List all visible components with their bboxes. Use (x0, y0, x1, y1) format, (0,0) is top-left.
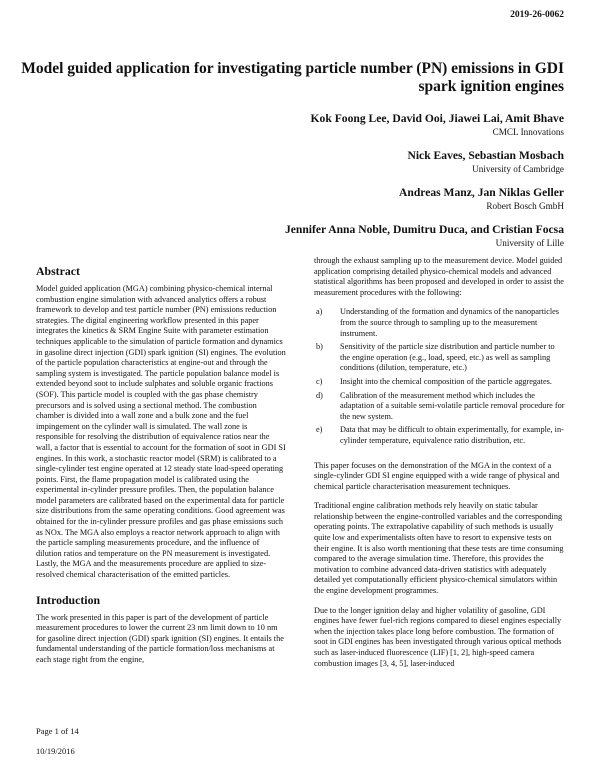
author-affiliation: CMCL Innovations (492, 127, 564, 137)
list-text: Sensitivity of the particle size distribution and particle number to the engine operation (e.g., load, speed, etc.) as well as sampling conditions (dilution, temperature, etc.) (340, 342, 555, 373)
list-item (314, 391, 566, 423)
objectives-list (314, 307, 566, 446)
list-text: Calibration of the measurement method which includes the adaptation of a suitable semi-volatile particle removal procedure for the new system. (340, 390, 565, 421)
list-marker: e) (316, 425, 323, 435)
author-affiliation: University of Lille (495, 238, 564, 248)
author-group-cmcl (311, 112, 564, 138)
abstract-heading: Abstract (36, 264, 80, 278)
author-affiliation: Robert Bosch GmbH (486, 201, 564, 211)
author-group-lille (285, 223, 564, 249)
list-item (314, 425, 566, 446)
author-names: Kok Foong Lee, David Ooi, Jiawei Lai, Amit Bhave (310, 112, 564, 125)
right-column (314, 256, 566, 678)
footer-date: 10/19/2016 (36, 746, 75, 756)
page-number: Page 1 of 14 (36, 726, 79, 736)
list-marker: b) (316, 342, 323, 352)
paper-number: 2019-26-0062 (510, 10, 564, 20)
abstract-text: Model guided application (MGA) combining physico-chemical internal combustion engine simulation with advanced analytics offers a robust framework to develop and test particle number (PN) emissions reduction strategies. The digital engineering workflow presented in this paper integrates the kinetics & SRM Engine Suite with parameter estimation techniques applicable to the simulation of particle formation and dynamics in gasoline direct injection (GDI) spark ignition (SI) engines. The evolution of the particle population characteristics at engine-out and through the sampling system is investigated. The particle population balance model is extended beyond soot to include sulphates and soluble organic fractions (SOF). This particle model is coupled with the gas phase chemistry precursors and is solved using a sectional method. The combustion chamber is divided into a wall zone and a bulk zone and the fuel impingement on the cylinder wall is simulated. The wall zone is responsible for resolving the distribution of equivalence ratios near the wall, a factor that is essential to account for the formation of soot in GDI SI engines. In this work, a stochastic reactor model (SRM) is calibrated to a single-cylinder test engine operated at 12 steady state load-speed operating points. First, the flame propagation model is calibrated using the experimental in-cylinder pressure profiles. Then, the population balance model parameters are calibrated based on the experimental data for particle size distributions from the same operating conditions. Good agreement was obtained for the in-cylinder pressure profiles and gas phase emissions such as NOx. The MGA also employs a reactor network approach to align with the particle sampling measurements procedure, and the influence of dilution ratios and temperature on the PN measurement is investigated. Lastly, the MGA and the measurements procedure are applied to size-resolved chemical characterisation of the emitted particles. (36, 284, 286, 580)
paper-title: Model guided application for investigating particle number (PN) emissions in GDI spark ignition engines (21, 60, 564, 95)
author-names: Jennifer Anna Noble, Dumitru Duca, and Cristian Focsa (284, 223, 564, 236)
author-names: Andreas Manz, Jan Niklas Geller (399, 186, 564, 199)
author-names: Nick Eaves, Sebastian Mosbach (407, 149, 564, 162)
list-marker: d) (316, 390, 323, 400)
introduction-text: The work presented in this paper is part of the development of particle measurement procedures to lower the current 23 nm limit down to 10 nm for gasoline direct injection (GDI) spark ignition (SI) engines. It entails the fundamental understanding of the particle formation/loss mechanisms at each stage right from the engine, (36, 612, 284, 664)
body-paragraph: This paper focuses on the demonstration of the MGA in the context of a single-cylinder GDI SI engine equipped with a wide range of physical and chemical particle characterisation measurement techniques. (314, 460, 560, 491)
list-text: Insight into the chemical composition of the particle aggregates. (340, 376, 552, 386)
introduction-heading: Introduction (36, 592, 101, 607)
body-paragraph: Due to the longer ignition delay and higher volatility of gasoline, GDI engines have fewer fuel-rich regions compared to diesel engines especially when the injection takes place long before combustion. The formation of soot in GDI engines has been investigated through various optical methods such as laser-induced fluorescence (LIF) [1, 2], high-speed camera combustion images [3, 4, 5], laser-induced (314, 605, 562, 668)
body-paragraph: Traditional engine calibration methods rely heavily on static tabular relationship between the engine-controlled variables and the corresponding operating points. The extrapolative capability of such methods is usually quite low and experimentalists often have to resort to expensive tests on their engine. It is also worth mentioning that these tests are time consuming compared to the average simulation time. Therefore, this provides the motivation to combine advanced data-driven statistics with adequately detailed yet computationally efficient physico-chemical simulators within the engine development programmes. (314, 501, 564, 596)
list-text: Understanding of the formation and dynamics of the nanoparticles from the source through to sampling up to the measurement instrument. (340, 307, 560, 338)
left-column (36, 256, 286, 675)
list-marker: c) (316, 376, 323, 386)
list-item (314, 307, 566, 339)
list-text: Data that may be difficult to obtain experimentally, for example, in-cylinder temperature, equivalence ratio distribution, etc. (340, 425, 564, 445)
list-item (314, 342, 566, 374)
list-marker: a) (316, 307, 323, 317)
intro-continued-text: through the exhaust sampling up to the measurement device. Model guided application comprising detailed physico-chemical models and advanced statistical algorithms has been proposed and developed in order to assist the measurement procedures with the following: (314, 256, 564, 297)
author-affiliation: University of Cambridge (472, 164, 564, 174)
author-group-bosch (399, 186, 564, 212)
author-group-cambridge (407, 149, 564, 175)
list-item (314, 377, 566, 388)
